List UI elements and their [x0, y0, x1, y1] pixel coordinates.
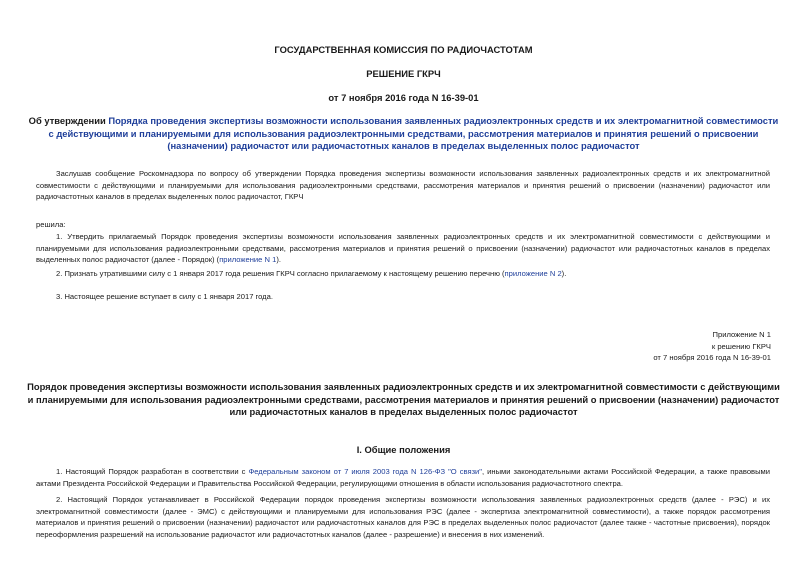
- appendix-1-link[interactable]: приложение N 1: [219, 255, 277, 265]
- title-prefix: Об утверждении: [28, 115, 109, 126]
- appendix-line-3: от 7 ноября 2016 года N 16-39-01: [653, 353, 771, 363]
- item-2-text: 2. Признать утратившими силу с 1 января 2017 года решения ГКРЧ согласно прилагаемому к настоящему решению перечню (: [56, 269, 505, 278]
- decided-label: решила:: [36, 220, 66, 229]
- document-date: от 7 ноября 2016 года N 16-39-01: [328, 92, 479, 103]
- section-p1-prefix: 1. Настоящий Порядок разработан в соответствии с: [56, 467, 249, 476]
- appendix-line-1: Приложение N 1: [712, 330, 771, 339]
- title-link[interactable]: Порядка проведения экспертизы возможности использования заявленных радиоэлектронных средств и их электромагнитной совместимости с действующими и планируемыми для использования радиоэлектронными средствами, рассмотрения материалов и принятия решений о присвоении (назначении) радиочастот или радиочастотных каналов в пределах выделенных полос радиочастот: [48, 115, 779, 151]
- organization-name: ГОСУДАРСТВЕННАЯ КОМИССИЯ ПО РАДИОЧАСТОТАМ: [274, 44, 533, 55]
- section-p1-suffix: , иными законодательными актами Российской Федерации, а также правовыми актами Президента Российской Федерации и Правительства Российской Федерации, регулирующими отношения в области использования радиочастотного спектра.: [36, 467, 770, 488]
- item-3-paragraph: 3. Настоящее решение вступает в силу с 1 января 2017 года.: [56, 292, 273, 301]
- appendix-2-link[interactable]: приложение N 2: [504, 269, 562, 278]
- appendix-line-2: к решению ГКРЧ: [711, 341, 771, 351]
- section-paragraph-2: 2. Настоящий Порядок устанавливает в Российской Федерации порядок проведения экспертизы возможности использования заявленных радиоэлектронных средств (далее - РЭС) и их электромагнитной совместимости (далее - ЭМС) с действующими и планируемыми для использования РЭС (далее - экспертиза электромагнитной совместимости), а также порядок рассмотрения материалов и принятия решений о присвоении (назначении) радиочастот или радиочастотных каналов для РЭС в пределах выделенных полос радиочастот (далее также - частотные присвоения), порядок переоформления разрешений на использование радиочастот или радиочастотных каналов (далее - разрешение) и внесения в них изменений.: [36, 495, 770, 539]
- preamble-paragraph: Заслушав сообщение Роскомнадзора по вопросу об утверждении Порядка проведения экспертизы возможности использования заявленных радиоэлектронных средств и их электромагнитной совместимости с действующими и планируемыми для использования радиоэлектронными средствами, рассмотрения материалов и принятия решений о присвоении (назначении) радиочастот или радиочастотных каналов в пределах выделенных полос радиочастот, ГКРЧ: [36, 169, 770, 202]
- item-2-paragraph: [36, 268, 770, 280]
- federal-law-link[interactable]: Федеральным законом от 7 июля 2003 года N 126-ФЗ "О связи": [248, 467, 482, 476]
- procedure-title: Порядок проведения экспертизы возможности использования заявленных радиоэлектронных средств и их электромагнитной совместимости с действующими и планируемыми для использования радиоэлектронными средствами, рассмотрения материалов и принятия решений о присвоении (назначении) радиочастот или радиочастотных каналов в пределах выделенных полос радиочастот: [27, 381, 780, 417]
- item-2-suffix: ).: [561, 269, 567, 278]
- item-1-paragraph: [36, 231, 770, 266]
- document-type: РЕШЕНИЕ ГКРЧ: [366, 68, 441, 79]
- item-1-suffix: ).: [276, 255, 281, 265]
- appendix-reference: [571, 329, 771, 364]
- section-title: I. Общие положения: [356, 444, 451, 455]
- item-1-text: 1. Утвердить прилагаемый Порядок проведения экспертизы возможности использования заявленных радиоэлектронных средств и их электромагнитной совместимости с действующими и планируемыми для использования радиоэлектронными средствами, рассмотрения материалов и принятия решений о присвоении (назначении) радиочастот или радиочастотных каналов в пределах выделенных полос радиочастот (далее - Порядок) (: [36, 232, 770, 265]
- section-paragraph-1: [36, 466, 770, 489]
- document-title: [26, 115, 781, 153]
